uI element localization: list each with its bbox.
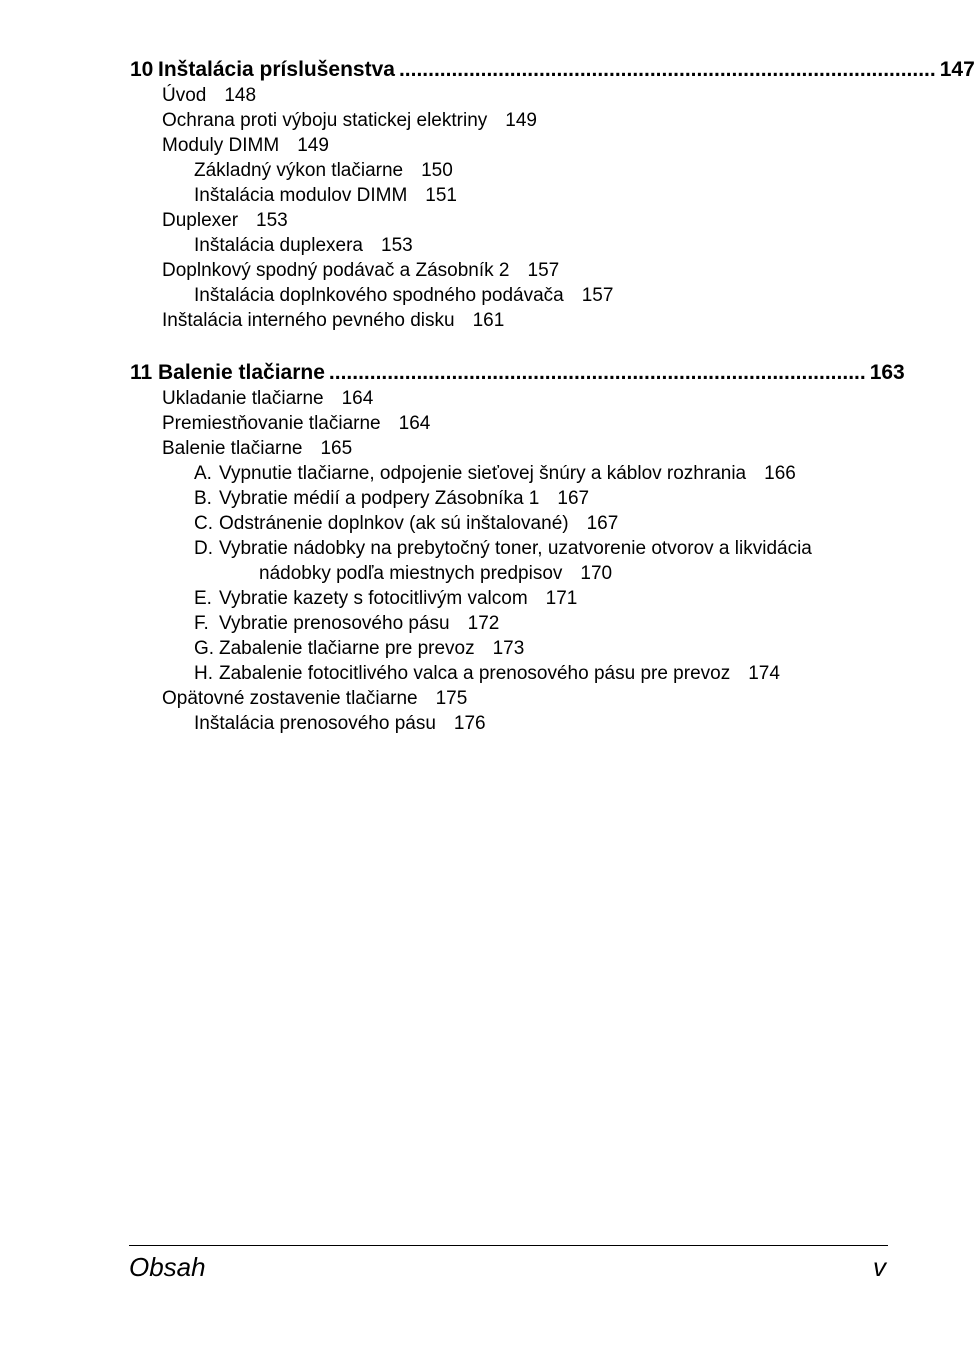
chapter-heading[interactable]: [130, 57, 975, 83]
table-of-contents: [130, 57, 975, 763]
entry-page-number: 164: [398, 413, 431, 434]
toc-entry-opatovne-zostavenie[interactable]: [130, 686, 868, 711]
entry-title: Inštalácia duplexera: [194, 235, 363, 256]
entry-title: Premiestňovanie tlačiarne: [162, 413, 381, 434]
toc-entry-step-b[interactable]: [130, 486, 868, 511]
step-letter: H.: [194, 663, 213, 684]
step-letter: F.: [194, 613, 209, 634]
entry-title: Opätovné zostavenie tlačiarne: [162, 688, 418, 709]
chapter-number: 11: [130, 361, 153, 384]
entry-page-number: 170: [580, 563, 613, 584]
entry-title: Vybratie kazety s fotocitlivým valcom: [219, 588, 528, 609]
toc-entry-instalacia-podavaca[interactable]: [130, 283, 868, 308]
entry-page-number: 148: [224, 85, 257, 106]
toc-entry-duplexer[interactable]: [130, 208, 868, 233]
entry-title: Duplexer: [162, 210, 239, 231]
step-letter: D.: [194, 538, 213, 559]
entry-title-continued: nádobky podľa miestnych predpisov: [259, 563, 563, 584]
toc-entry-step-f[interactable]: [130, 611, 868, 636]
step-letter: C.: [194, 513, 213, 534]
toc-entry-premiestnovanie[interactable]: [130, 411, 868, 436]
entry-title: Odstránenie doplnkov (ak sú inštalované): [219, 513, 569, 534]
toc-entry-balenie[interactable]: [130, 436, 868, 461]
entry-title: Inštalácia prenosového pásu: [194, 713, 436, 734]
toc-entry-instalacia-pasu[interactable]: [130, 711, 868, 736]
entry-page-number: 157: [581, 285, 614, 306]
toc-entry-doplnkovy-podavac[interactable]: [130, 258, 868, 283]
toc-entry-moduly-dimm[interactable]: [130, 133, 868, 158]
dot-leader: ............................................................................................: [328, 361, 866, 384]
chapter-page-number: 147: [939, 58, 975, 81]
entry-page-number: 153: [256, 210, 288, 231]
entry-title: Vypnutie tlačiarne, odpojenie sieťovej šnúry a káblov rozhrania: [219, 463, 747, 484]
entry-title: Ukladanie tlačiarne: [162, 388, 324, 409]
toc-entry-uvod[interactable]: [130, 83, 868, 108]
chapter-number: 10: [130, 58, 154, 81]
entry-page-number: 175: [435, 688, 468, 709]
entry-page-number: 171: [545, 588, 578, 609]
footer-page-number: v: [873, 1252, 886, 1282]
toc-entry-instalacia-duplexera[interactable]: [130, 233, 868, 258]
dot-leader: ............................................................................................: [398, 58, 936, 81]
entry-title: Základný výkon tlačiarne: [194, 160, 404, 181]
toc-entry-pevny-disk[interactable]: [130, 308, 868, 333]
entry-title: Inštalácia interného pevného disku: [162, 310, 455, 331]
footer-section-title: Obsah: [129, 1252, 206, 1282]
entry-title: Inštalácia modulov DIMM: [194, 185, 408, 206]
toc-entry-ochrana[interactable]: [130, 108, 868, 133]
entry-page-number: 176: [453, 713, 486, 734]
entry-page-number: 161: [472, 310, 505, 331]
step-letter: G.: [194, 638, 215, 659]
step-letter: E.: [194, 588, 212, 609]
entry-title: Vybratie médií a podpery Zásobníka 1: [219, 488, 540, 509]
entry-page-number: 153: [381, 235, 413, 256]
entry-title: Zabalenie tlačiarne pre prevoz: [219, 638, 475, 659]
step-letter: B.: [194, 488, 212, 509]
entry-page-number: 172: [467, 613, 500, 634]
entry-title: Vybratie prenosového pásu: [219, 613, 450, 634]
entry-title: Zabalenie fotocitlivého valca a prenosového pásu pre prevoz: [219, 663, 731, 684]
entry-page-number: 151: [425, 185, 457, 206]
entry-page-number: 149: [297, 135, 329, 156]
toc-entry-step-h[interactable]: [130, 661, 868, 686]
entry-page-number: 150: [421, 160, 453, 181]
entry-title: Inštalácia doplnkového spodného podávača: [194, 285, 564, 306]
entry-page-number: 157: [527, 260, 560, 281]
toc-entry-step-d[interactable]: [130, 536, 868, 586]
entry-title: Balenie tlačiarne: [162, 438, 303, 459]
toc-entry-ukladanie[interactable]: [130, 386, 868, 411]
toc-entry-step-e[interactable]: [130, 586, 868, 611]
toc-entry-step-a[interactable]: [130, 461, 868, 486]
entry-page-number: 164: [341, 388, 374, 409]
step-letter: A.: [194, 463, 212, 484]
entry-title: Ochrana proti výboju statickej elektriny: [162, 110, 488, 131]
toc-entry-step-g[interactable]: [130, 636, 868, 661]
entry-page-number: 167: [557, 488, 590, 509]
chapter-10: [130, 57, 975, 333]
entry-page-number: 174: [748, 663, 780, 684]
toc-entry-instalacia-dimm[interactable]: [130, 183, 868, 208]
chapter-heading[interactable]: [130, 360, 905, 386]
chapter-title: Balenie tlačiarne: [158, 361, 325, 384]
toc-entry-step-c[interactable]: [130, 511, 868, 536]
entry-page-number: 173: [492, 638, 525, 659]
entry-title: Moduly DIMM: [162, 135, 280, 156]
page-footer: [129, 1245, 888, 1282]
entry-page-number: 149: [505, 110, 537, 131]
chapter-11: [130, 360, 905, 736]
entry-page-number: 167: [586, 513, 619, 534]
chapter-page-number: 163: [869, 361, 905, 384]
entry-title: Úvod: [162, 85, 207, 106]
entry-title: Vybratie nádobky na prebytočný toner, uzatvorenie otvorov a likvidácia: [219, 538, 812, 559]
chapter-title: Inštalácia príslušenstva: [158, 58, 395, 81]
entry-title: Doplnkový spodný podávač a Zásobník 2: [162, 260, 510, 281]
entry-page-number: 166: [764, 463, 796, 484]
toc-entry-zakladny-vykon[interactable]: [130, 158, 868, 183]
entry-page-number: 165: [320, 438, 353, 459]
